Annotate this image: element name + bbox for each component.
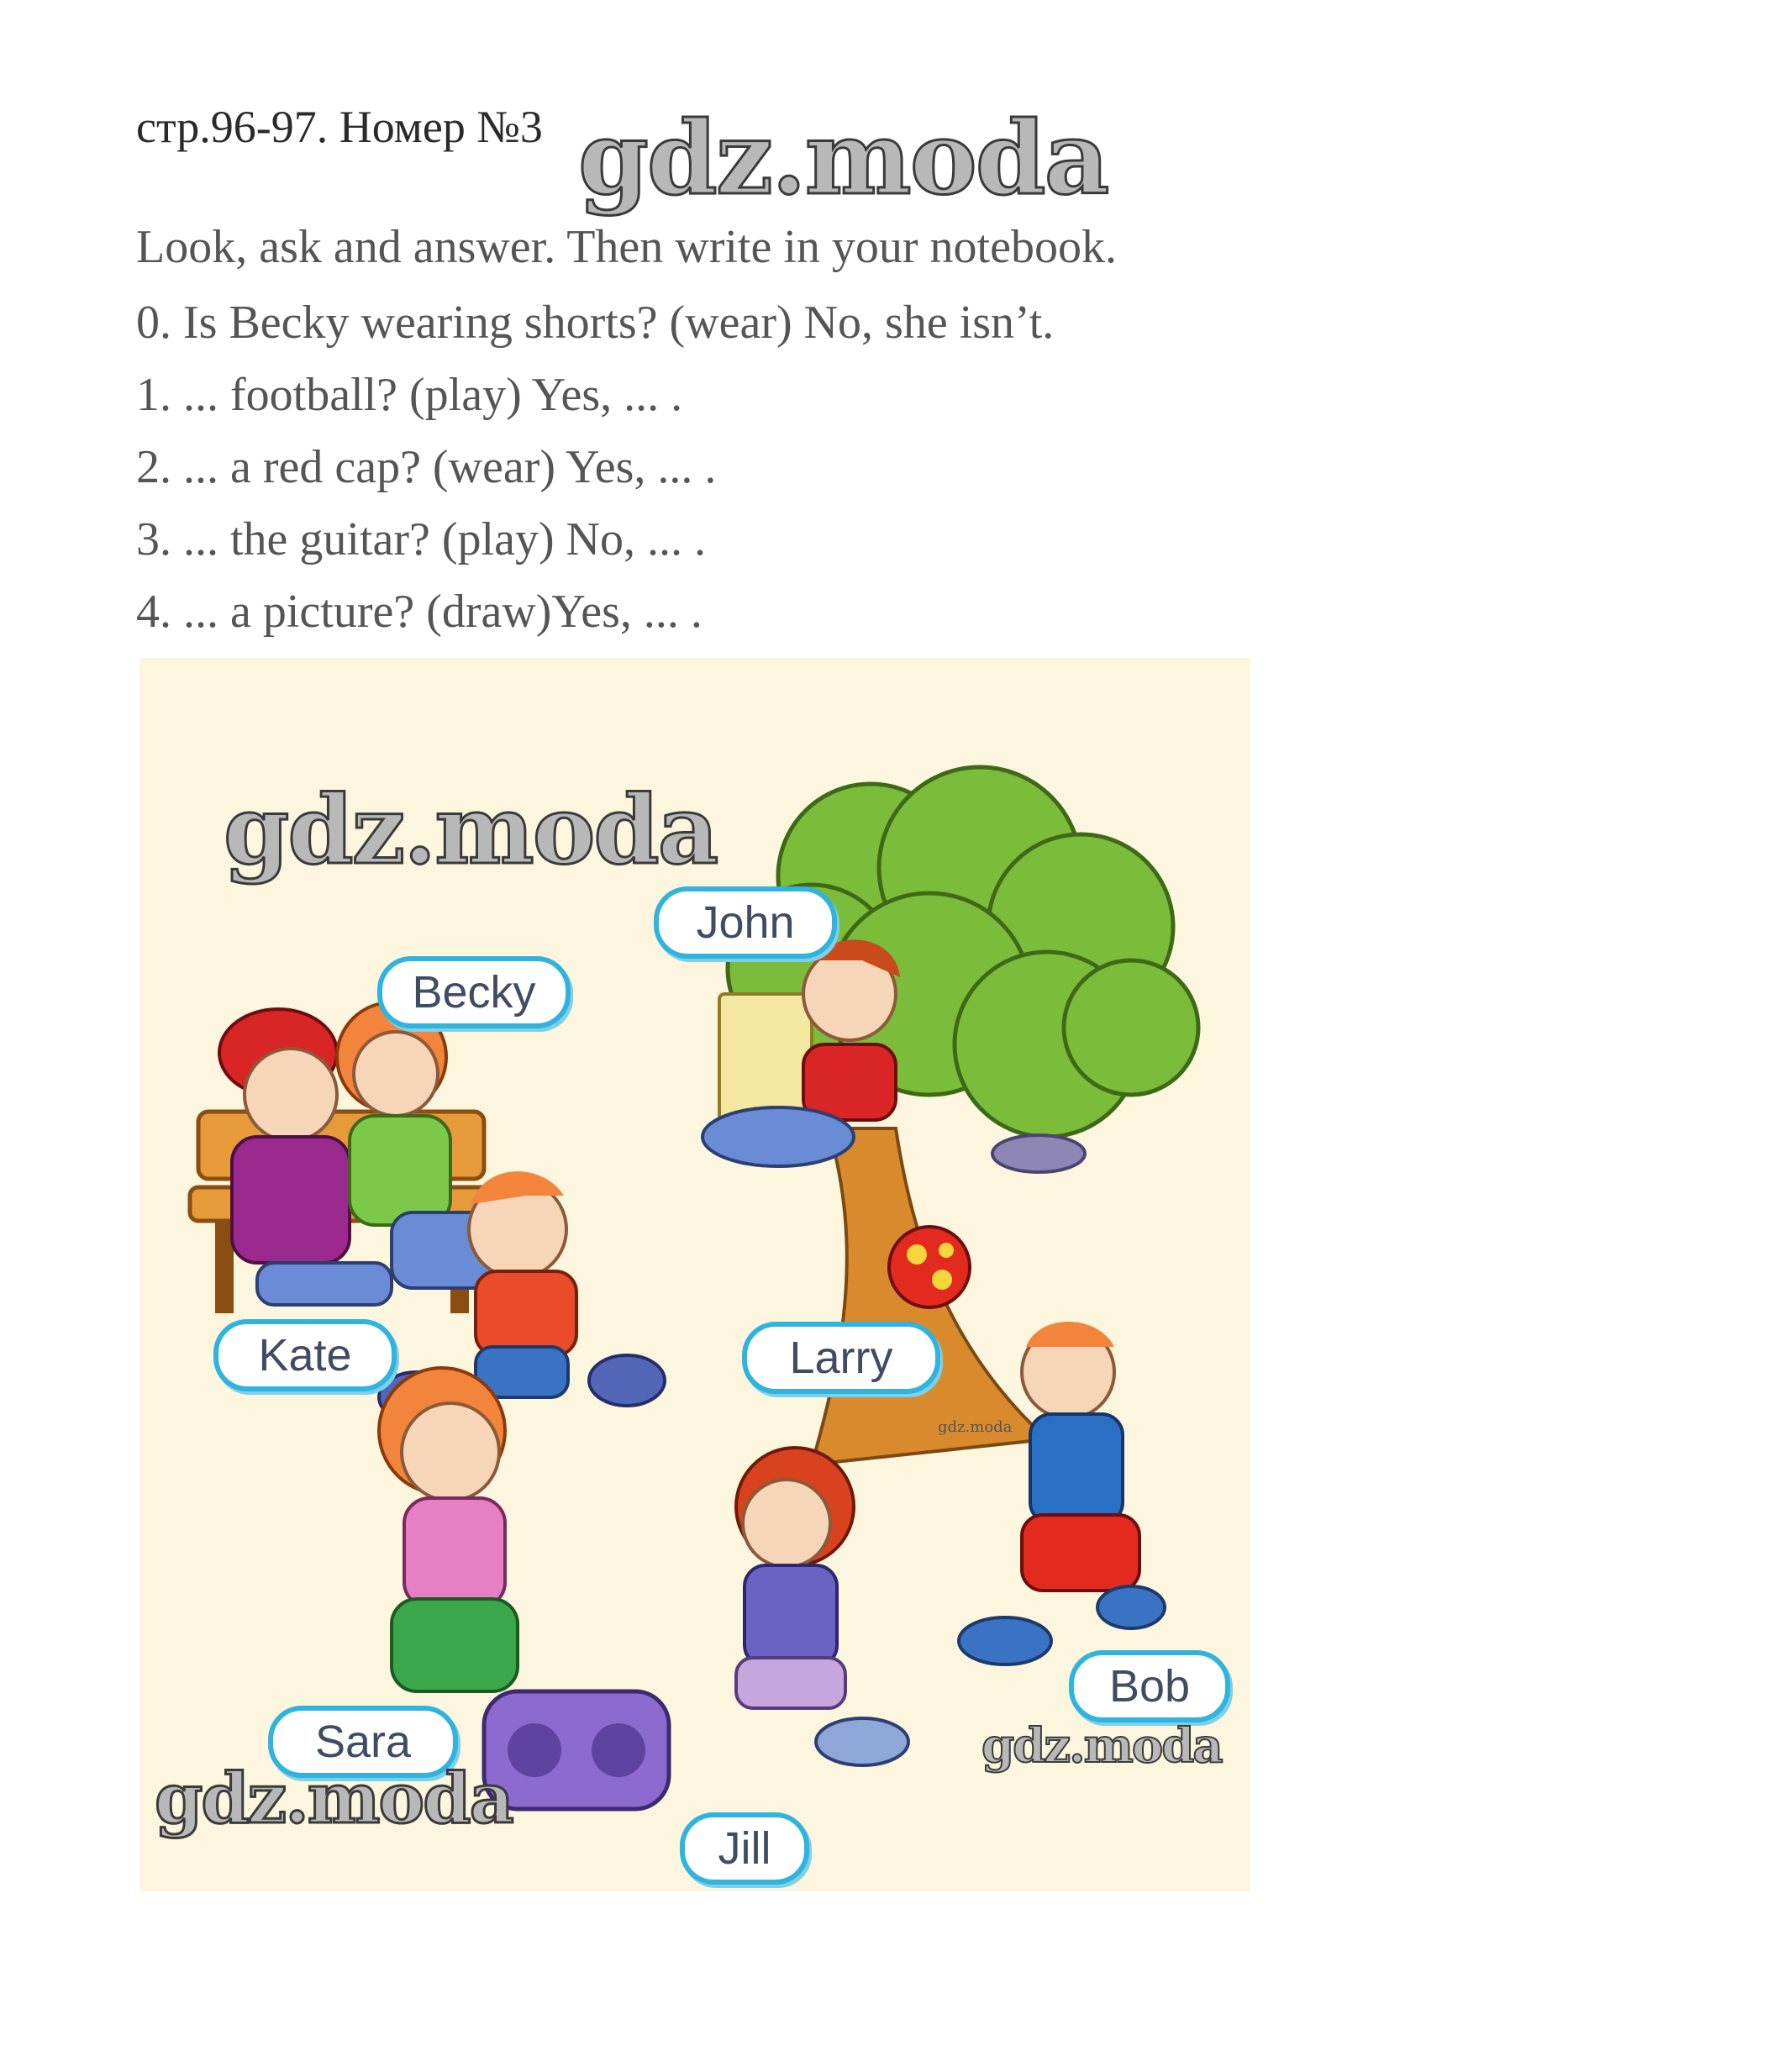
exercise-item-4: 4. ... a picture? (draw)Yes, ... . <box>136 586 703 638</box>
label-becky: Becky <box>377 956 571 1028</box>
football-drawing <box>889 1227 970 1307</box>
label-sara: Sara <box>268 1706 458 1778</box>
jill-figure <box>736 1448 908 1765</box>
watermark-picture-bottom-left: gdz.moda <box>155 1759 513 1839</box>
page-title: стр.96-97. Номер №3 <box>136 102 543 152</box>
exercise-item-3: 3. ... the guitar? (play) No, ... . <box>136 513 707 565</box>
watermark-picture-bottom-right: gdz.moda <box>981 1718 1222 1774</box>
label-larry: Larry <box>742 1322 940 1394</box>
exercise-list <box>136 294 1054 655</box>
label-jill: Jill <box>680 1812 809 1885</box>
watermark-picture-tiny: gdz.moda <box>938 1418 1013 1436</box>
sara-figure <box>379 1368 518 1691</box>
exercise-item-2: 2. ... a red cap? (wear) Yes, ... . <box>136 441 717 493</box>
label-bob: Bob <box>1069 1650 1230 1722</box>
exercise-item-1: 1. ... football? (play) Yes, ... . <box>136 369 683 421</box>
watermark-header: gdz.moda <box>578 99 1108 218</box>
label-kate: Kate <box>213 1319 397 1391</box>
exercise-item-0: 0. Is Becky wearing shorts? (wear) No, she isn’t. <box>136 297 1055 349</box>
watermark-picture-top: gdz.moda <box>224 776 718 886</box>
label-john: John <box>654 886 837 959</box>
instruction-text: Look, ask and answer. Then write in your notebook. <box>136 221 1117 273</box>
park-illustration <box>139 658 1250 1891</box>
